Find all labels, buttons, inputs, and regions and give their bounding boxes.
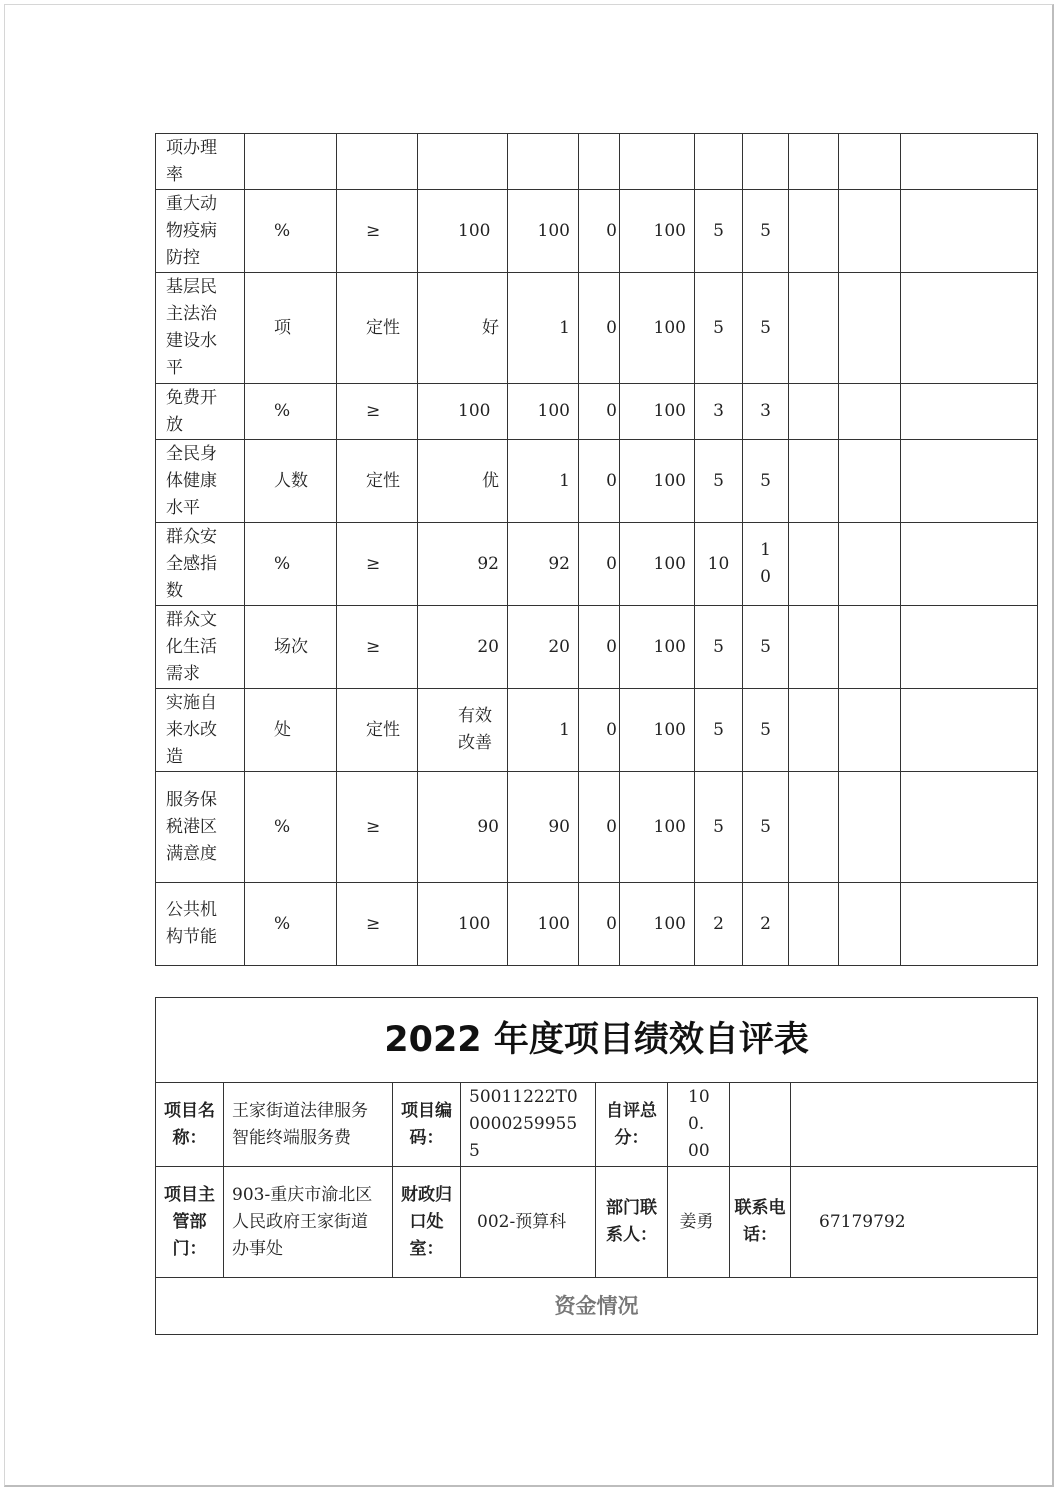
completion-cell: 100 (620, 689, 695, 772)
unit-cell: % (245, 772, 337, 883)
deviation-cell: 0 (579, 523, 620, 606)
completion-cell: 100 (620, 384, 695, 440)
completion-cell: 100 (620, 606, 695, 689)
unit-cell: 项 (245, 273, 337, 384)
empty-cell (839, 772, 901, 883)
score-cell: 2 (743, 883, 789, 966)
weight-cell: 5 (695, 190, 743, 273)
empty-cell (839, 190, 901, 273)
completion-cell: 100 (620, 772, 695, 883)
deviation-cell: 0 (579, 384, 620, 440)
actual-cell: 1 (508, 689, 579, 772)
empty-cell (901, 190, 1038, 273)
metric-name: 实施自来水改造 (156, 689, 245, 772)
score-cell: 5 (743, 772, 789, 883)
unit-cell: 人数 (245, 440, 337, 523)
weight-cell: 10 (695, 523, 743, 606)
target-cell: 90 (418, 772, 508, 883)
empty-cell (901, 883, 1038, 966)
table-row (156, 689, 1038, 772)
metric-name: 服务保税港区满意度 (156, 772, 245, 883)
funds-heading: 资金情况 (156, 1278, 1038, 1335)
empty-cell (789, 523, 839, 606)
score-cell: 10 (743, 523, 789, 606)
deviation-cell: 0 (579, 606, 620, 689)
actual-cell: 90 (508, 772, 579, 883)
operator-cell: ≥ (337, 384, 418, 440)
table-row (156, 190, 1038, 273)
target-cell: 100 (418, 190, 508, 273)
score-cell: 5 (743, 689, 789, 772)
score-cell: 5 (743, 190, 789, 273)
contact-label: 部门联系人： (596, 1167, 668, 1278)
operator-cell: ≥ (337, 883, 418, 966)
metric-name: 重大动物疫病防控 (156, 190, 245, 273)
table-row (156, 134, 1038, 190)
performance-metrics-table (155, 133, 1038, 966)
empty-cell (839, 440, 901, 523)
empty-cell (901, 523, 1038, 606)
weight-cell: 5 (695, 606, 743, 689)
deviation-cell (579, 134, 620, 190)
empty-cell (901, 384, 1038, 440)
actual-cell: 100 (508, 883, 579, 966)
weight-cell: 3 (695, 384, 743, 440)
completion-cell: 100 (620, 523, 695, 606)
deviation-cell: 0 (579, 772, 620, 883)
metric-name: 群众安全感指数 (156, 523, 245, 606)
empty-cell (839, 689, 901, 772)
empty-cell (839, 384, 901, 440)
operator-cell: 定性 (337, 689, 418, 772)
weight-cell (695, 134, 743, 190)
empty-cell (789, 384, 839, 440)
empty-cell (730, 1083, 791, 1167)
empty-cell (789, 689, 839, 772)
completion-cell: 100 (620, 190, 695, 273)
target-cell: 好 (418, 273, 508, 384)
deviation-cell: 0 (579, 883, 620, 966)
deviation-cell: 0 (579, 689, 620, 772)
empty-cell (789, 440, 839, 523)
metric-name: 免费开放 (156, 384, 245, 440)
actual-cell: 100 (508, 190, 579, 273)
empty-cell (839, 273, 901, 384)
empty-cell (839, 883, 901, 966)
target-cell: 有效改善 (418, 689, 508, 772)
target-cell: 100 (418, 384, 508, 440)
project-code-value: 50011222T000002599555 (461, 1083, 596, 1167)
deviation-cell: 0 (579, 273, 620, 384)
completion-cell (620, 134, 695, 190)
actual-cell: 92 (508, 523, 579, 606)
table-row (156, 440, 1038, 523)
deviation-cell: 0 (579, 440, 620, 523)
empty-cell (901, 772, 1038, 883)
metric-name: 群众文化生活需求 (156, 606, 245, 689)
empty-cell (789, 772, 839, 883)
empty-cell (901, 689, 1038, 772)
weight-cell: 5 (695, 689, 743, 772)
empty-cell (791, 1083, 1038, 1167)
table-row (156, 384, 1038, 440)
empty-cell (789, 273, 839, 384)
score-label: 自评总分： (596, 1083, 668, 1167)
form-title: 2022 年度项目绩效自评表 (156, 998, 1038, 1083)
operator-cell: ≥ (337, 772, 418, 883)
score-cell: 3 (743, 384, 789, 440)
unit-cell: % (245, 883, 337, 966)
unit-cell: 处 (245, 689, 337, 772)
empty-cell (901, 440, 1038, 523)
actual-cell: 100 (508, 384, 579, 440)
completion-cell: 100 (620, 440, 695, 523)
project-name-label: 项目名称： (156, 1083, 224, 1167)
empty-cell (789, 883, 839, 966)
operator-cell: 定性 (337, 273, 418, 384)
empty-cell (789, 190, 839, 273)
weight-cell: 5 (695, 440, 743, 523)
empty-cell (839, 134, 901, 190)
target-cell: 92 (418, 523, 508, 606)
score-cell: 5 (743, 440, 789, 523)
actual-cell (508, 134, 579, 190)
score-cell: 5 (743, 273, 789, 384)
finance-label: 财政归口处室： (393, 1167, 461, 1278)
operator-cell (337, 134, 418, 190)
empty-cell (789, 134, 839, 190)
evaluation-form (155, 997, 1038, 1335)
score-cell: 5 (743, 606, 789, 689)
unit-cell: % (245, 190, 337, 273)
phone-value: 67179792 (791, 1167, 1038, 1278)
contact-value: 姜勇 (668, 1167, 730, 1278)
table-row (156, 523, 1038, 606)
empty-cell (901, 134, 1038, 190)
unit-cell: % (245, 523, 337, 606)
empty-cell (839, 523, 901, 606)
metric-name: 项办理率 (156, 134, 245, 190)
table-row (156, 883, 1038, 966)
operator-cell: 定性 (337, 440, 418, 523)
completion-cell: 100 (620, 273, 695, 384)
dept-value: 903-重庆市渝北区人民政府王家街道办事处 (224, 1167, 393, 1278)
weight-cell: 2 (695, 883, 743, 966)
actual-cell: 1 (508, 440, 579, 523)
completion-cell: 100 (620, 883, 695, 966)
score-value: 100.00 (668, 1083, 730, 1167)
unit-cell: 场次 (245, 606, 337, 689)
dept-label: 项目主管部门： (156, 1167, 224, 1278)
actual-cell: 1 (508, 273, 579, 384)
metric-name: 公共机构节能 (156, 883, 245, 966)
table-row (156, 772, 1038, 883)
target-cell: 优 (418, 440, 508, 523)
project-name-value: 王家街道法律服务智能终端服务费 (224, 1083, 393, 1167)
table-row (156, 273, 1038, 384)
empty-cell (789, 606, 839, 689)
score-cell (743, 134, 789, 190)
operator-cell: ≥ (337, 190, 418, 273)
target-cell (418, 134, 508, 190)
unit-cell: % (245, 384, 337, 440)
operator-cell: ≥ (337, 606, 418, 689)
deviation-cell: 0 (579, 190, 620, 273)
empty-cell (901, 606, 1038, 689)
metric-name: 全民身体健康水平 (156, 440, 245, 523)
unit-cell (245, 134, 337, 190)
empty-cell (839, 606, 901, 689)
metric-name: 基层民主法治建设水平 (156, 273, 245, 384)
target-cell: 100 (418, 883, 508, 966)
phone-label: 联系电话： (730, 1167, 791, 1278)
actual-cell: 20 (508, 606, 579, 689)
weight-cell: 5 (695, 772, 743, 883)
finance-value: 002-预算科 (461, 1167, 596, 1278)
target-cell: 20 (418, 606, 508, 689)
empty-cell (901, 273, 1038, 384)
table-row (156, 606, 1038, 689)
project-code-label: 项目编码： (393, 1083, 461, 1167)
weight-cell: 5 (695, 273, 743, 384)
operator-cell: ≥ (337, 523, 418, 606)
